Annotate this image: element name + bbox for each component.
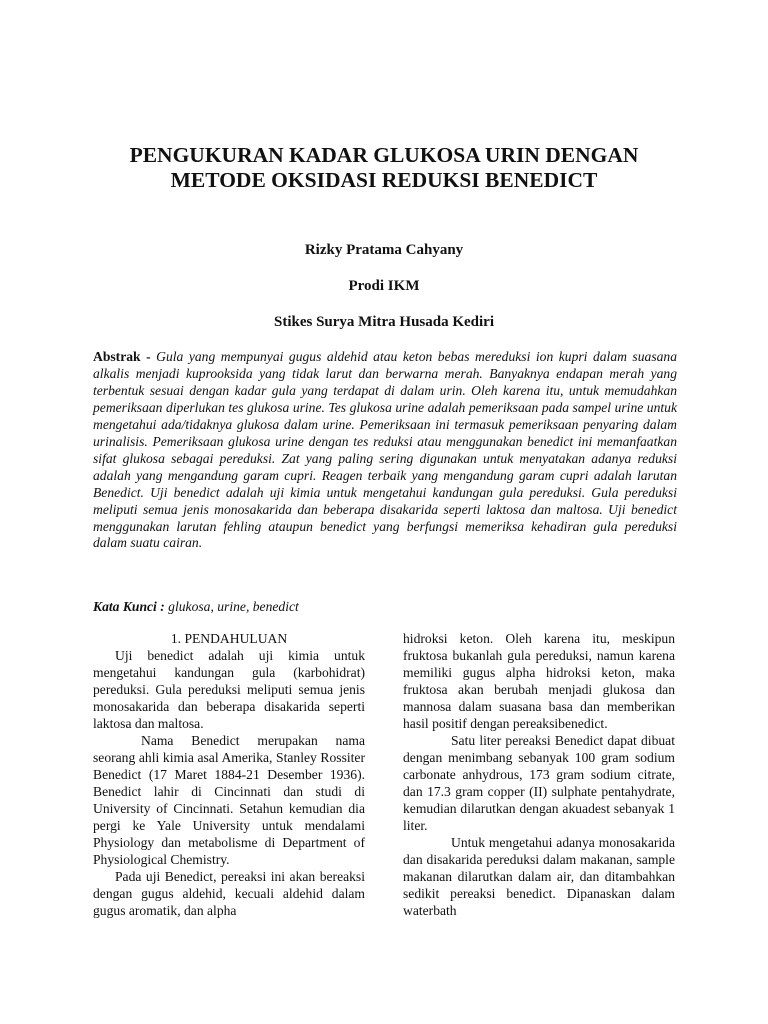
keywords: [93, 598, 677, 615]
author-institution: Stikes Surya Mitra Husada Kediri: [273, 314, 494, 330]
right-column: [403, 630, 675, 919]
abstract: [93, 349, 677, 552]
author-name: Rizky Pratama Cahyany: [304, 242, 464, 258]
paper-title-line-2: METODE OKSIDASI REDUKSI BENEDICT: [170, 168, 598, 192]
keywords-label: Kata Kunci :: [93, 599, 165, 614]
body-paragraph: Untuk mengetahui adanya monosakarida dan disakarida pereduksi dalam makanan, sample makanan dilarutkan dalam air, dan ditambahkan sedikit pereaksi benedict. Dipanaskan dalam waterbath: [403, 835, 675, 918]
body-paragraph: hidroksi keton. Oleh karena itu, meskipun fruktosa bukanlah gula pereduksi, namun karena memiliki gugus alpha hidroksi keton, maka fruktosa akan berubah menjadi glukosa dan mannosa dalam suasana basa dan memberikan hasil positif dengan pereaksibenedict.: [403, 631, 675, 731]
body-paragraph: Satu liter pereaksi Benedict dapat dibuat dengan menimbang sebanyak 100 gram sodium carbonate anhydrous, 173 gram sodium citrate, dan 17.3 gram copper (II) sulphate pentahydrate, kemudian dilarutkan dengan akuadest sebanyak 1 liter.: [403, 733, 675, 833]
abstract-label: Abstrak -: [93, 349, 151, 364]
section-heading-pendahuluan: 1. PENDAHULUAN: [170, 631, 288, 646]
paper-title-line-1: PENGUKURAN KADAR GLUKOSA URIN DENGAN: [129, 143, 639, 167]
body-paragraph: Nama Benedict merupakan nama seorang ahli kimia asal Amerika, Stanley Rossiter Benedict (17 Maret 1884-21 Desember 1936). Benedict lahir di Cincinnati dan studi di University of Cincinnati. Setahun kemudian dia pergi ke Yale University untuk mendalami Physiology dan metabolisme di Department of Physiological Chemistry.: [93, 733, 365, 867]
abstract-text: Gula yang mempunyai gugus aldehid atau keton bebas mereduksi ion kupri dalam suasana alkalis menjadi kuprooksida yang tidak larut dan berwarna merah. Banyaknya endapan merah yang terbentuk sesuai dengan kadar gula yang terdapat di dalam urin. Oleh karena itu, untuk memudahkan pemeriksaan diperlukan tes glukosa urine. Tes glukosa urine adalah pemeriksaan pada sampel urine untuk mengetahui ada/tidaknya glukosa dalam urine. Pemeriksaan ini termasuk pemeriksaan penyaring dalam urinalisis. Pemeriksaan glukosa urine dengan tes reduksi atau menggunakan benedict ini memanfaatkan sifat glukosa sebagai pereduksi. Zat yang paling sering digunakan untuk menyatakan adanya reduksi adalah yang mengandung garam cupri. Reagen terbaik yang mengandung garam cupri adalah larutan Benedict. Uji benedict adalah uji kimia untuk mengetahui kandungan gula pereduksi. Gula pereduksi meliputi semua jenis monosakarida dan beberapa disakarida seperti laktosa dan maltosa. Uji benedict menggunakan larutan fehling ataupun benedict yang berfungsi memeriksa kehadiran gula pereduksi dalam suatu cairan.: [93, 349, 677, 551]
paper-title: [60, 143, 708, 193]
body-paragraph: Uji benedict adalah uji kimia untuk mengetahui kandungan gula (karbohidrat) pereduksi. Gula pereduksi meliputi semua jenis monosakarida dan beberapa disakarida seperti laktosa dan maltosa.: [93, 648, 365, 731]
body-paragraph: Pada uji Benedict, pereaksi ini akan bereaksi dengan gugus aldehid, kecuali aldehid dalam gugus aromatik, dan alpha: [93, 869, 365, 918]
left-column: [93, 630, 365, 919]
keywords-text: glukosa, urine, benedict: [164, 599, 299, 614]
author-department: Prodi IKM: [348, 278, 420, 294]
